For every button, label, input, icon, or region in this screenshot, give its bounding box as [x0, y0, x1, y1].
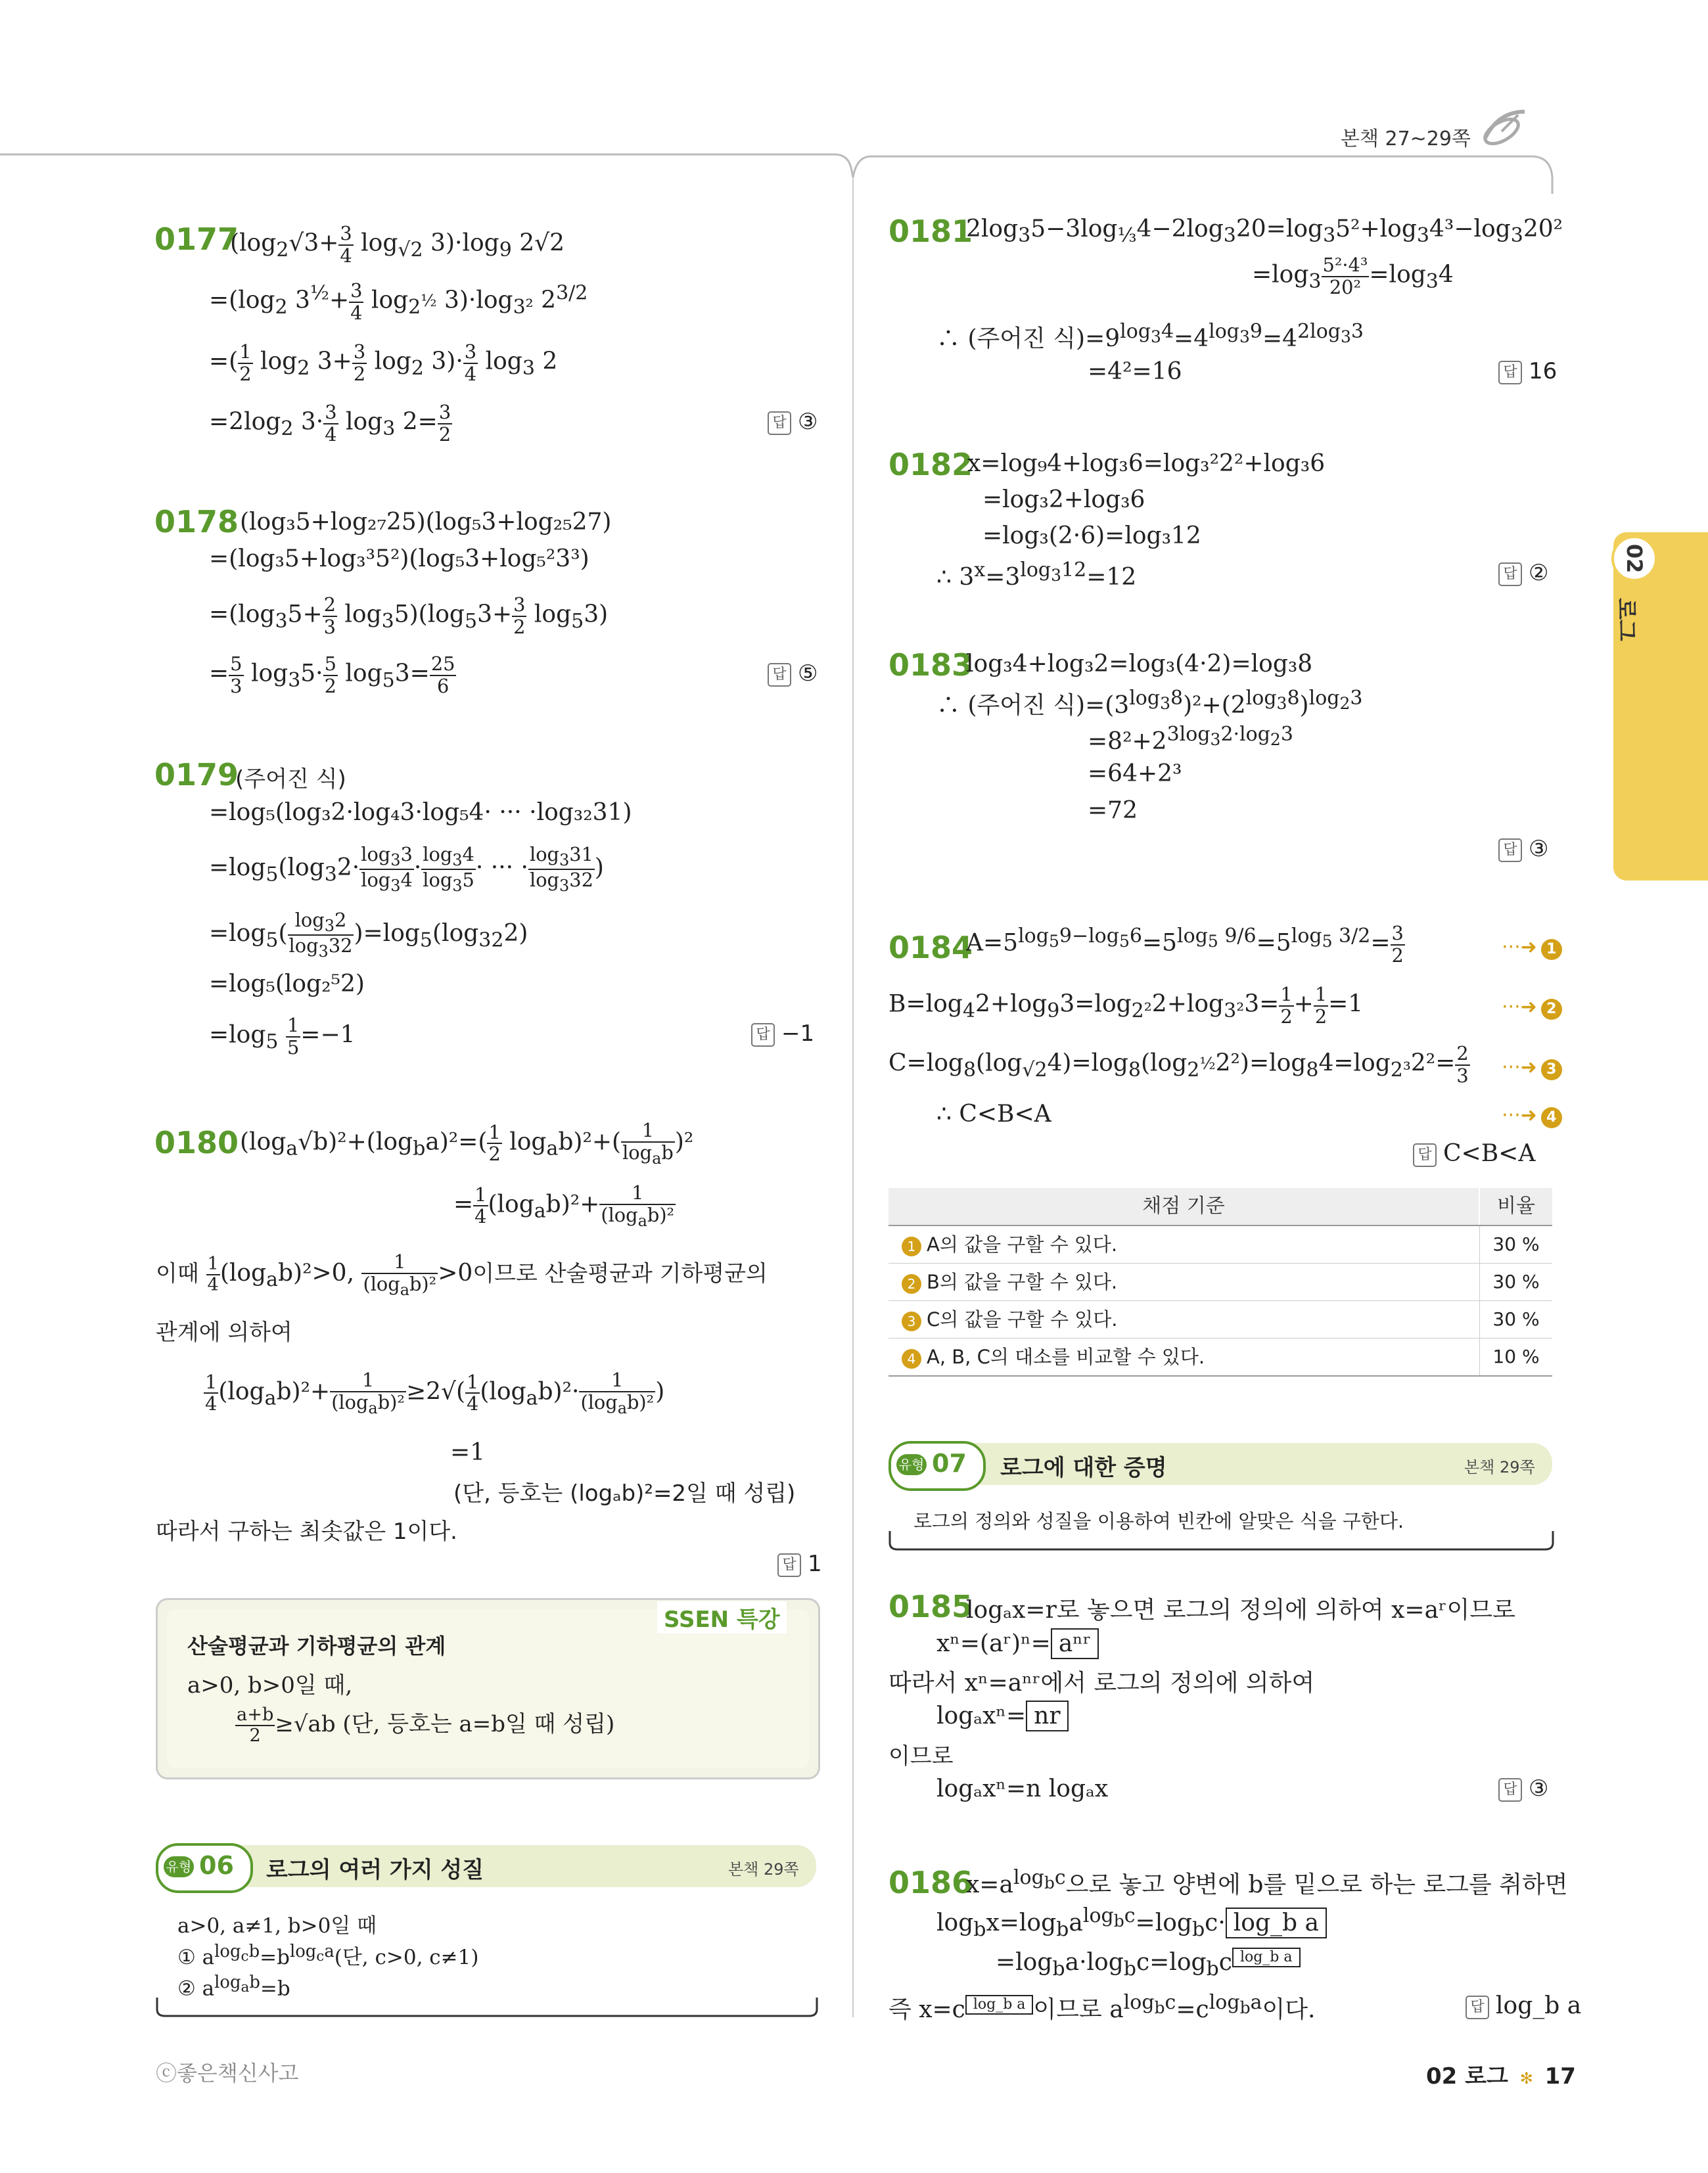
solution-line: $C=\log_8(\log_{√2}4)=\log_8(\log_{2^{\frac{1}{2}}}2^2)=\log_84=\log_{2^3}2^2=$ $\frac{2}{3}$: [889, 1042, 1469, 1087]
solution-line: =( $\frac{1}{2}$ $\log_2 3+$ $\frac{3}{2}$ $\log_2 3)\cdot$ $\frac{3}{4}$ $\log_3 2$: [209, 340, 558, 385]
solution-line: = $\frac{5}{3}$ $\log_35\cdot$ $\frac{5}{2}$ $\log_53=$ $\frac{25}{6}$: [209, 652, 455, 697]
bracket: [889, 1531, 1556, 1557]
bracket: [156, 1998, 819, 2024]
answer: 답 ③: [768, 409, 818, 435]
solution-line: (주어진 식): [235, 766, 346, 792]
type-07-ref: 본책 29쪽: [1464, 1458, 1535, 1476]
chapter-tab-number: 02: [1611, 536, 1657, 582]
solution-line: ∴ C<B<A: [936, 1101, 1051, 1128]
solution-line: $(\log_a√b)^2+(\log_ba)^2=$( $\frac{1}{2}$ $\log_ab)^2+$( $\frac{1}{\log_ab}$ )²: [240, 1119, 694, 1168]
solution-line: $2\log_35-3\log_{\frac{1}{3}}4-2\log_320=\log_35^2+\log_34^3-\log_320^2$: [966, 216, 1563, 248]
header-ref: 본책 27~29쪽: [1341, 127, 1471, 150]
solution-line: 관계에 의하여: [156, 1319, 292, 1346]
grading-row: 4 A, B, C의 대소를 비교할 수 있다. 10 %: [889, 1338, 1552, 1377]
footer-chapter: 02 로그 ✻ 17: [1426, 2063, 1576, 2090]
chapter-side-tab: [1613, 532, 1708, 881]
special-line: a>0, b>0일 때,: [187, 1672, 353, 1699]
problem-number: 0180: [154, 1125, 239, 1160]
solution-line: x=log₉4+log₃6=log₃²2²+log₃6: [967, 450, 1326, 477]
type-06-bar: [156, 1845, 816, 1887]
type-06-line: ① $a^{log_cb}=b^{log_ca}$(단, c>0, c≠1): [177, 1941, 479, 1969]
answer: 답 C<B<A: [1413, 1140, 1535, 1167]
page-number: 17: [1544, 2063, 1576, 2090]
special-line: $\frac{a+b}{2}$ ≥√ab (단, 등호는 a=b일 때 성립): [237, 1704, 615, 1746]
problem-number: 0186: [889, 1865, 973, 1900]
answer: 답 ③: [1498, 836, 1548, 862]
solution-line: =1: [450, 1439, 486, 1466]
type-07-desc: 로그의 정의와 성질을 이용하여 빈칸에 알맞은 식을 구한다.: [913, 1510, 1404, 1532]
solution-line: xⁿ=(aʳ)ⁿ= aⁿʳ: [936, 1628, 1099, 1659]
solution-line: $=(\log_35+$ $\frac{2}{3}$ $\log_35)(\log_53+$ $\frac{3}{2}$ $\log_53$): [209, 593, 609, 638]
type-badge: 유형 06: [156, 1843, 253, 1893]
solution-line: =log₃(2·6)=log₃12: [982, 522, 1201, 549]
type-06-line: ② $a^{log_ab}=b$: [177, 1973, 290, 2001]
grading-row: 2 B의 값을 구할 수 있다. 30 %: [889, 1264, 1552, 1301]
grading-table: [889, 1188, 1552, 1377]
special-title: 산술평균과 기하평균의 관계: [187, 1634, 446, 1658]
solution-line: $x=a^{log_bc}$으로 놓고 양변에 b를 밑으로 하는 로그를 취하면: [966, 1866, 1568, 1898]
answer: 답 ②: [1498, 560, 1548, 586]
solution-line: ($\log_2√3+$ $\frac{3}{4}$ $\log_{√2} 3)\cdot\log_9$ 2√2: [230, 222, 565, 267]
answer: 답 log_b a: [1466, 1992, 1581, 2019]
answer: 답 −1: [751, 1020, 814, 1047]
solution-line: $=8^2+2^{3log_32\cdot log_23}$: [1088, 723, 1293, 755]
solution-line: 즉 x=c $^{log\_b a}$ 이므로 $a^{log_bc}=c^{log_ba}$이다.: [889, 1991, 1316, 2023]
problem-number: 0182: [889, 447, 973, 482]
type-07-bar: [889, 1443, 1552, 1485]
problem-number: 0184: [889, 930, 973, 965]
problem-number: 0181: [889, 214, 973, 249]
solution-line: =(log₃5+log₃³5²)(log₅3+log₅²3³): [209, 545, 589, 572]
solution-line: (단, 등호는 (logₐb)²=2일 때 성립): [453, 1480, 796, 1507]
solution-line: 따라서 xⁿ=aⁿʳ에서 로그의 정의에 의하여: [889, 1670, 1315, 1697]
grading-header: 채점 기준 비율: [889, 1188, 1552, 1226]
solution-line: logₐxⁿ= nr: [936, 1701, 1069, 1731]
solution-line: =log₃2+log₃6: [982, 486, 1145, 513]
publisher: ⓒ좋은책신사고: [156, 2061, 299, 2086]
solution-line: =4²=16: [1088, 358, 1182, 385]
step-marker: ···➜ 3: [1502, 1056, 1562, 1080]
problem-number: 0178: [154, 504, 239, 539]
solution-line: $A=5^{log_59-log_56}=5^{log_5 9/6}=5^{log_5 3/2}=$ $\frac{3}{2}$: [966, 922, 1404, 967]
solution-line: logₐx=r로 놓으면 로그의 정의에 의하여 x=aʳ이므로: [966, 1597, 1515, 1624]
answer: 답 1: [777, 1551, 822, 1577]
type-06-ref: 본책 29쪽: [728, 1860, 799, 1879]
solution-line: $=\log_5(\log_32\cdot$ $\frac{\log_33}{\log_34}$ · $\frac{\log_34}{\log_35}$ · ··· · $\frac{\log_331}{\log_332}$ ): [209, 843, 604, 895]
type-06-line: a>0, a≠1, b>0일 때: [177, 1914, 377, 1938]
solution-line: 이때 $\frac{1}{4}$ $(\log_ab)^2>0$, $\frac{1}{(\log_ab)^2}$ >0이므로 산술평균과 기하평균의: [156, 1250, 768, 1299]
solution-line: ∴ (주어진 식)$=9^{log_34}=4^{log_39}=4^{2log_33}$: [936, 320, 1364, 352]
solution-line: $\frac{1}{4}$ $(\log_ab)^2+$ $\frac{1}{(\log_ab)^2}$ ≥2√( $\frac{1}{4}$ $(\log_ab)^2\cdot$ $\frac{1}{(\log_ab)^2}$ ): [205, 1369, 665, 1417]
problem-number: 0179: [154, 757, 239, 792]
solution-line: $=2\log_2$ 3· $\frac{3}{4}$ $\log_3 2=$ $\frac{3}{2}$: [209, 401, 451, 446]
grading-row: 3 C의 값을 구할 수 있다. 30 %: [889, 1301, 1552, 1338]
solution-line: $=\log_ba\cdot\log_bc=\log_bc$ $^{log\_b a}$: [996, 1944, 1301, 1980]
step-marker: ···➜ 1: [1502, 936, 1562, 960]
solution-line: logₐxⁿ=n logₐx: [936, 1775, 1109, 1802]
solution-line: $=\log_5$ $\frac{1}{5}$ =−1: [209, 1014, 356, 1059]
solution-line: log₃4+log₃2=log₃(4·2)=log₃8: [966, 651, 1313, 677]
solution-line: ∴ $3^x=3^{log_312}=12$: [936, 559, 1137, 591]
solution-line: 이므로: [889, 1743, 954, 1770]
solution-line: ∴ (주어진 식)$=(3^{log_38})^2+(2^{log_38})^{log_23}$: [936, 687, 1363, 719]
solution-line: =log₅(log₂⁵2): [209, 971, 365, 997]
answer: 답 ③: [1498, 1775, 1548, 1802]
solution-line: =log₅(log₃2·log₄3·log₅4· ··· ·log₃₂31): [209, 799, 632, 826]
solution-line: $=\log_3$ $\frac{\text{5²·4³}}{\text{20²}}$ $=\log_34$: [1252, 254, 1454, 298]
answer: 답 ⑤: [768, 660, 818, 687]
problem-number: 0183: [889, 647, 973, 683]
type-06-title: 로그의 여러 가지 성질: [266, 1857, 484, 1883]
solution-line: $=\log_5$( $\frac{\log_32}{\log_332}$ )$=\log_5(\log_{32}2)$: [209, 909, 528, 961]
chapter-tab-label: 로그: [1613, 598, 1639, 641]
solution-line: 따라서 구하는 최솟값은 1이다.: [156, 1519, 457, 1545]
step-marker: ···➜ 4: [1502, 1104, 1562, 1128]
ssen-logo: SSEN 특강: [657, 1601, 787, 1634]
solution-line: =72: [1088, 797, 1138, 824]
solution-line: (log₃5+log₂₇25)(log₅3+log₂₅27): [240, 509, 612, 536]
problem-number: 0185: [889, 1589, 973, 1624]
grading-row: 1 A의 값을 구할 수 있다. 30 %: [889, 1226, 1552, 1264]
solution-line: $=(\log_2$ $3^{\frac{1}{2}}+$ $\frac{3}{4}$ $\log_{2^{\frac{1}{2}}} 3)\cdot\log_{3^2}$ $2^{3/2}$: [209, 279, 588, 324]
type-badge: 유형 07: [889, 1441, 986, 1491]
problem-number: 0177: [154, 221, 239, 257]
solution-line: =64+2³: [1088, 760, 1182, 787]
solution-line: $\log_bx=\log_ba^{log_bc}=\log_bc\cdot$ log_b a: [936, 1904, 1327, 1941]
step-marker: ···➜ 2: [1502, 995, 1562, 1020]
solution-line: = $\frac{1}{4}$ $(\log_ab)^2+$ $\frac{1}{(\log_ab)^2}$: [453, 1181, 675, 1230]
answer: 답 16: [1498, 358, 1557, 384]
solution-line: $B=\log_42+\log_93=\log_{2^2}2+\log_{3^2}3=$ $\frac{1}{2}$ + $\frac{1}{2}$ =1: [889, 983, 1364, 1028]
type-07-title: 로그에 대한 증명: [1000, 1455, 1167, 1481]
